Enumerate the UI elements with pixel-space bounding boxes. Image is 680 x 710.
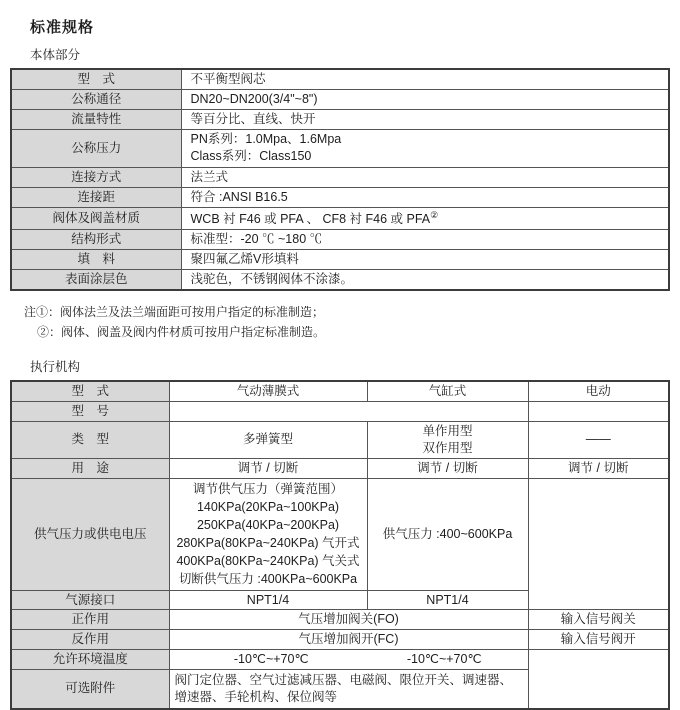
table-row [11,89,669,109]
spec-value-structure: 标准型：-20 ℃ ~180 ℃ [181,229,669,249]
actuator-label-ambient-temp: 允许环境温度 [11,650,169,670]
footnote-1: 注①：阀体法兰及法兰端面距可按用户指定的标准制造； [24,304,325,319]
spec-value-connection: 法兰式 [181,167,669,187]
spec-value-material [181,207,669,229]
spec-value-coating: 浅驼色，不锈钢阀体不涂漆。 [181,269,669,289]
actuator-type-diaphragm: 气动薄膜式 [169,381,367,401]
model-electric-cell-empty [528,401,669,421]
ambient-temp-pneumatic [169,650,528,670]
supply-line-6: 切断供气压力 :400KPa~600KPa [178,572,358,587]
supply-electric-cell-empty [528,478,669,610]
category-diaphragm: 多弹簧型 [169,421,367,458]
spec-label-diameter: 公称通径 [11,89,181,109]
category-cylinder-single: 单作用型 [422,423,473,438]
category-electric-dash: —— [528,421,669,458]
page-title: 标准规格 [30,19,95,36]
reverse-action-pneumatic: 气压增加阀开(FC) [169,630,528,650]
ambient-temp-diaphragm: -10℃~+70℃ [233,652,309,667]
port-diaphragm: NPT1/4 [169,590,367,610]
category-cylinder [367,421,528,458]
supply-line-5: 400KPa(80KPa~240KPa) 气关式 [176,554,360,569]
supply-line-1: 调节供气压力（弹簧范围） [192,482,343,497]
table-row [11,187,669,207]
actuator-label-model: 型 号 [11,401,169,421]
category-cylinder-double: 双作用型 [422,440,473,455]
table-row [11,401,669,421]
pressure-line-pn: PN系列：1.0Mpa、1.6Mpa [190,132,342,147]
table-row [11,69,669,89]
actuator-label-usage: 用 途 [11,458,169,478]
table-row [11,229,669,249]
model-pneumatic-cell-empty [169,401,528,421]
actuator-table [10,380,670,710]
material-text: WCB 衬 F46 或 PFA 、 CF8 衬 F46 或 PFA [190,212,431,227]
supply-line-3: 250KPa(40KPa~200KPa) [196,518,340,533]
supply-line-2: 140KPa(20KPa~100KPa) [196,500,340,515]
spec-value-flow: 等百分比、直线、快开 [181,109,669,129]
table-row [11,610,669,630]
supply-diaphragm [169,478,367,590]
spec-value-pressure [181,129,669,167]
reverse-action-electric: 输入信号阀开 [528,630,669,650]
footnotes [24,302,668,342]
table-row [11,630,669,650]
table-row [11,207,669,229]
actuator-label-port: 气源接口 [11,590,169,610]
footnote-2: ②：阀体、阀盖及阀内件材质可按用户指定标准制造。 [37,324,326,339]
spec-label-connection: 连接方式 [11,167,181,187]
table-row [11,167,669,187]
usage-diaphragm: 调节 / 切断 [169,458,367,478]
spec-label-coating: 表面涂层色 [11,269,181,289]
table-row [11,269,669,289]
spec-label-flow: 流量特性 [11,109,181,129]
actuator-label-direct-action: 正作用 [11,610,169,630]
table-row [11,421,669,458]
spec-label-distance: 连接距 [11,187,181,207]
spec-label-packing: 填 料 [11,249,181,269]
actuator-label-category: 类 型 [11,421,169,458]
port-cylinder: NPT1/4 [367,590,528,610]
table-row [11,650,669,670]
body-spec-table [10,68,670,291]
ambient-temp-values [176,651,522,668]
actuator-label-reverse-action: 反作用 [11,630,169,650]
ambient-temp-electric-cell-empty [528,650,669,709]
usage-cylinder: 调节 / 切断 [367,458,528,478]
table-row [11,478,669,590]
table-row [11,249,669,269]
supply-line-4: 280KPa(80KPa~240KPa) 气开式 [176,536,360,551]
table-row [11,129,669,167]
spec-label-pressure: 公称压力 [11,129,181,167]
accessories-list: 阀门定位器、空气过滤减压器、电磁阀、限位开关、调速器、增速器、手轮机构、保位阀等 [169,670,528,709]
table-row [11,381,669,401]
ambient-temp-cylinder: -10℃~+70℃ [406,652,482,667]
table-row [11,458,669,478]
spec-label-structure: 结构形式 [11,229,181,249]
usage-electric: 调节 / 切断 [528,458,669,478]
supply-cylinder: 供气压力 :400~600KPa [367,478,528,590]
actuator-label-supply: 供气压力或供电电压 [11,478,169,590]
spec-value-packing: 聚四氟乙烯V形填料 [181,249,669,269]
material-footnote-marker: ② [430,209,439,220]
spec-label-type: 型 式 [11,69,181,89]
section-actuator-heading: 执行机构 [30,359,81,374]
table-row [11,109,669,129]
spec-value-type: 不平衡型阀芯 [181,69,669,89]
actuator-label-type: 型 式 [11,381,169,401]
section-body-heading: 本体部分 [30,48,81,62]
actuator-label-accessories: 可选附件 [11,670,169,709]
spec-value-diameter: DN20~DN200(3/4"~8") [181,89,669,109]
direct-action-electric: 输入信号阀关 [528,610,669,630]
spec-label-material: 阀体及阀盖材质 [11,207,181,229]
spec-value-distance: 符合 :ANSI B16.5 [181,187,669,207]
actuator-type-electric: 电动 [528,381,669,401]
direct-action-pneumatic: 气压增加阀关(FO) [169,610,528,630]
actuator-type-cylinder: 气缸式 [367,381,528,401]
pressure-line-class: Class系列：Class150 [190,149,312,164]
